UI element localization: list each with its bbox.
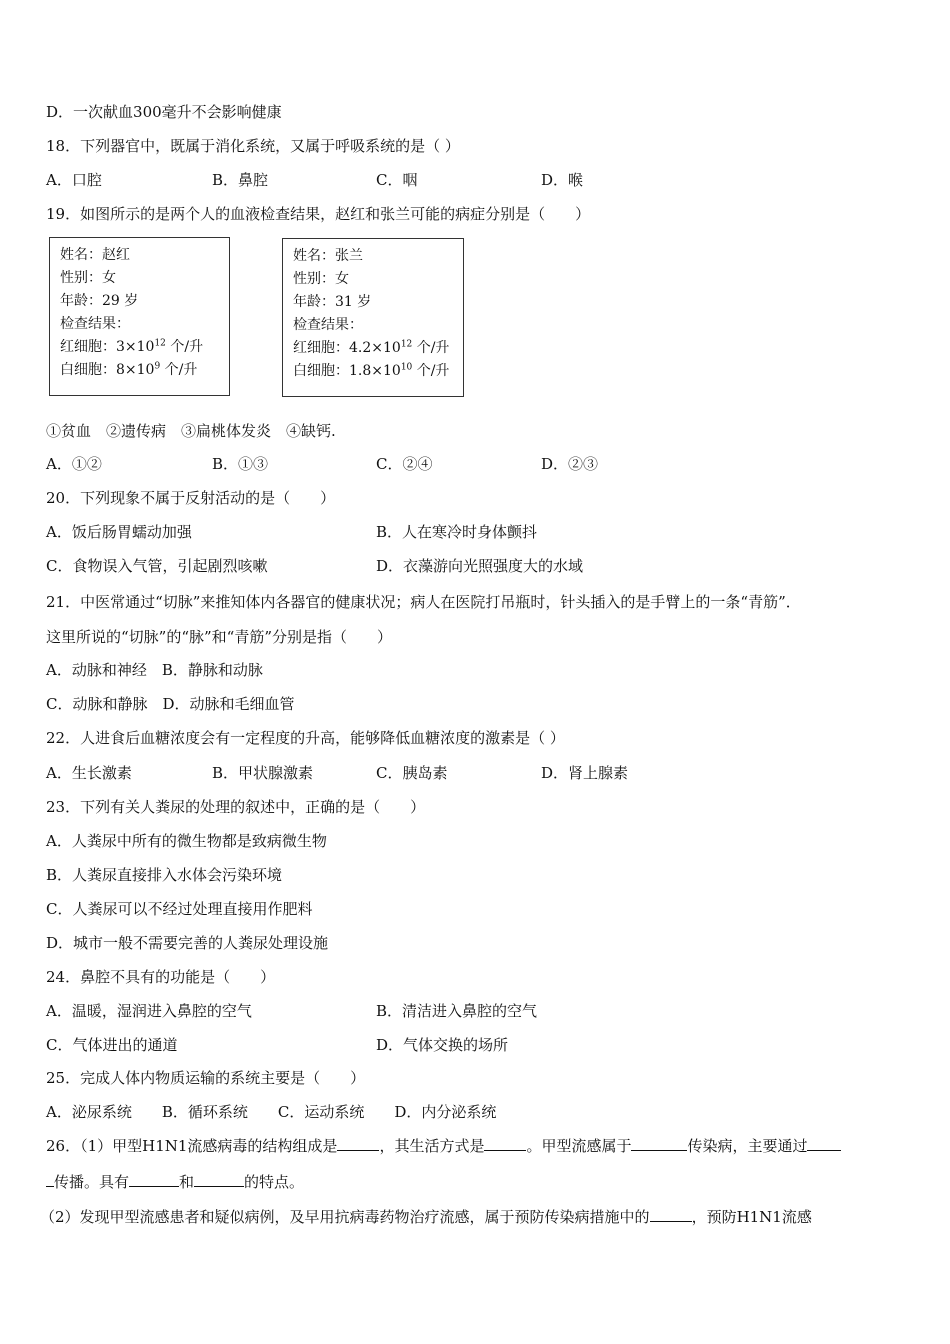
q24-stem: 24．鼻腔不具有的功能是（ ） [46, 968, 276, 986]
card2-name: 姓名：张兰 [293, 248, 363, 264]
q19-option-a: A．①② [46, 455, 102, 473]
card2-age: 年龄：31 岁 [293, 294, 372, 310]
q20-option-c: C．食物误入气管，引起剧烈咳嗽 [46, 557, 268, 575]
q23-option-a: A．人粪尿中所有的微生物都是致病微生物 [46, 832, 327, 850]
q23-option-d: D．城市一般不需要完善的人粪尿处理设施 [46, 934, 329, 952]
q17-option-d: D．一次献血300毫升不会影响健康 [46, 103, 282, 121]
q23-option-b: B．人粪尿直接排入水体会污染环境 [46, 866, 283, 884]
blank-3[interactable] [631, 1136, 687, 1151]
q26-part1-line2: 传播。具有 和 的特点。 [46, 1172, 304, 1192]
card1-rbc: 红细胞：$3\times 10^{12}$ 个/升 [60, 338, 204, 355]
q18-option-c: C．咽 [376, 171, 418, 189]
q19-option-b: B．①③ [212, 455, 269, 473]
q24-option-b: B．清洁进入鼻腔的空气 [376, 1002, 538, 1020]
q19-choices: ①贫血 ②遗传病 ③扁桃体发炎 ④缺钙. [46, 422, 336, 440]
q22-option-c: C．胰岛素 [376, 764, 448, 782]
q18-option-d: D．喉 [541, 171, 584, 189]
q20-option-a: A．饭后肠胃蠕动加强 [46, 523, 192, 541]
q24-option-a: A．温暖，湿润进入鼻腔的空气 [46, 1002, 252, 1020]
blank-4[interactable] [807, 1136, 841, 1151]
q23-stem: 23．下列有关人粪尿的处理的叙述中，正确的是（ ） [46, 798, 426, 816]
card2-sex: 性别：女 [293, 271, 349, 287]
card1-sex: 性别：女 [60, 270, 116, 286]
q25-options: A．泌尿系统 B．循环系统 C．运动系统 D．内分泌系统 [46, 1103, 497, 1121]
q20-stem: 20．下列现象不属于反射活动的是（ ） [46, 489, 336, 507]
blood-test-card-zhaohong [49, 237, 230, 396]
q24-option-c: C．气体进出的通道 [46, 1036, 178, 1054]
q22-option-d: D．肾上腺素 [541, 764, 629, 782]
card1-wbc: 白细胞：$8\times 10^9$ 个/升 [60, 361, 198, 378]
q18-option-a: A．口腔 [46, 171, 102, 189]
q24-option-d: D．气体交换的场所 [376, 1036, 509, 1054]
q19-option-c: C．②④ [376, 455, 433, 473]
card1-age: 年龄：29 岁 [60, 293, 139, 309]
q26-part1-line1: 26．（1）甲型H1N1流感病毒的结构组成是 ，其生活方式是 。甲型流感属于 传染病，主要通过 [46, 1136, 841, 1156]
q20-option-d: D．衣藻游向光照强度大的水域 [376, 557, 584, 575]
q23-option-c: C．人粪尿可以不经过处理直接用作肥料 [46, 900, 313, 918]
card1-result: 检查结果： [60, 316, 130, 332]
blank-2[interactable] [484, 1136, 526, 1151]
blood-test-card-zhanglan [282, 238, 464, 397]
blank-1[interactable] [337, 1136, 379, 1151]
blank-5[interactable] [129, 1172, 179, 1187]
q19-stem: 19．如图所示的是两个人的血液检查结果，赵红和张兰可能的病症分别是（ ） [46, 205, 591, 223]
q22-option-a: A．生长激素 [46, 764, 132, 782]
card2-result: 检查结果： [293, 317, 363, 333]
blank-7[interactable] [650, 1207, 692, 1222]
card2-rbc: 红细胞：$4.2\times 10^{12}$ 个/升 [293, 339, 450, 356]
q22-stem: 22．人进食后血糖浓度会有一定程度的升高，能够降低血糖浓度的激素是（ ） [46, 729, 565, 747]
q21-options-row2: C．动脉和静脉 D．动脉和毛细血管 [46, 695, 295, 713]
q20-option-b: B．人在寒冷时身体颤抖 [376, 523, 538, 541]
q18-stem: 18．下列器官中，既属于消化系统，又属于呼吸系统的是（ ） [46, 137, 460, 155]
blank-6[interactable] [194, 1172, 244, 1187]
q21-options-row1: A．动脉和神经 B．静脉和动脉 [46, 661, 263, 679]
q22-option-b: B．甲状腺激素 [212, 764, 314, 782]
q21-stem-line1: 21．中医常通过“切脉”来推知体内各器官的健康状况；病人在医院打吊瓶时，针头插入的是手臂上的一条“青筋”． [46, 593, 801, 611]
blank-4-cont[interactable] [46, 1172, 54, 1187]
q18-option-b: B．鼻腔 [212, 171, 269, 189]
q26-part2-line1: （2）发现甲型流感患者和疑似病例，及早用抗病毒药物治疗流感，属于预防传染病措施中的 ，预防H1N1流感 [40, 1208, 812, 1226]
q25-stem: 25．完成人体内物质运输的系统主要是（ ） [46, 1069, 366, 1087]
card1-name: 姓名：赵红 [60, 247, 130, 263]
q21-stem-line2: 这里所说的“切脉”的“脉”和“青筋”分别是指（ ） [46, 628, 393, 646]
q19-option-d: D．②③ [541, 455, 599, 473]
card2-wbc: 白细胞：$1.8\times 10^{10}$ 个/升 [293, 362, 450, 379]
